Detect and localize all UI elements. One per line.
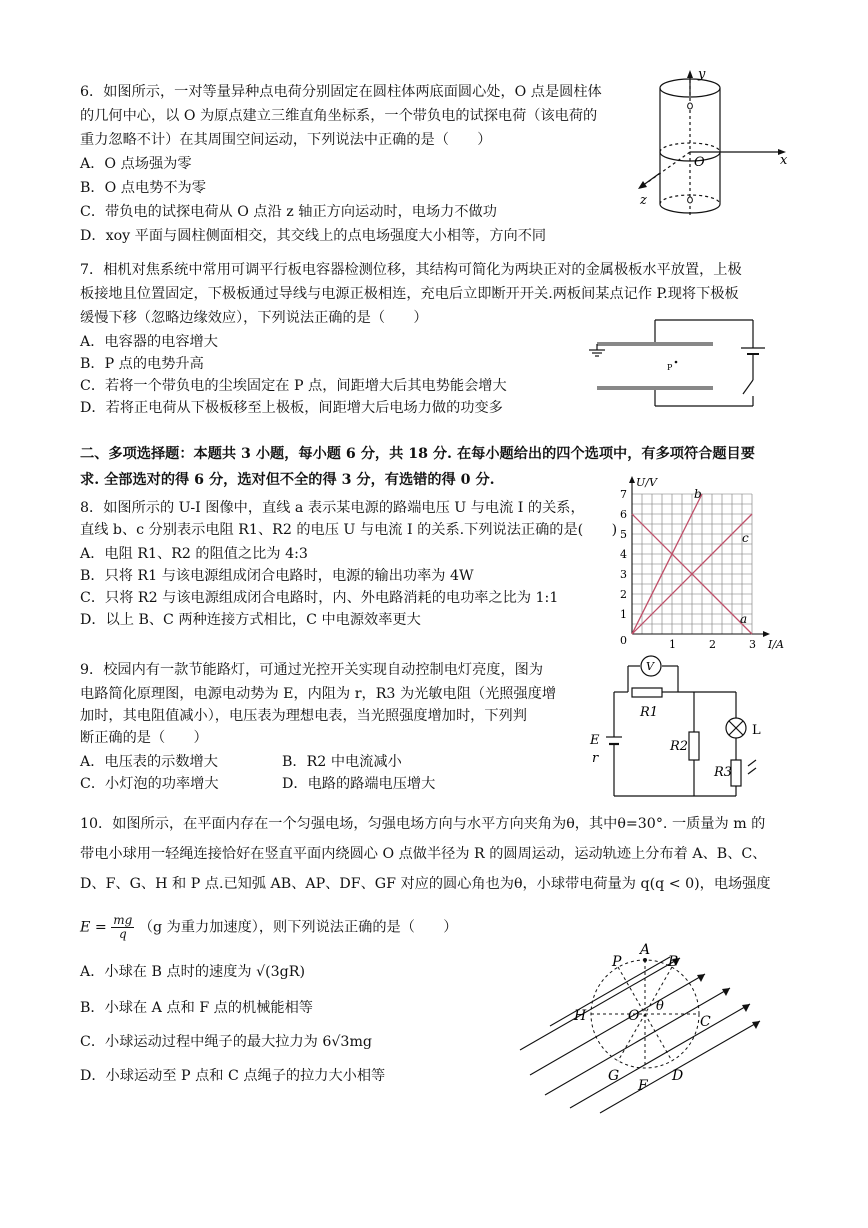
q9-stem-2: 电路简化原理图，电源电动势为 E，内阻为 r，R3 为光敏电阻（光照强度增: [80, 686, 557, 702]
q10-angle-theta: θ: [656, 999, 664, 1014]
chart-y-tick-label: 7: [620, 488, 627, 501]
q7-stem-1: 7．相机对焦系统中常用可调平行板电容器检测位移，其结构可简化为两块正对的金属极板水平放置，上极: [80, 262, 742, 278]
chart-x-tick-label: 2: [709, 638, 716, 651]
q9-stem-4: 断正确的是（ ）: [80, 730, 208, 746]
q7-point-p-label: P: [667, 363, 673, 372]
chart-y-tick-label: 2: [620, 588, 627, 601]
q9-r1-label: R1: [640, 705, 659, 720]
chart-y-arrow: [629, 476, 635, 483]
q10-e-denominator: q: [118, 927, 127, 941]
q10-point-c: C: [700, 1014, 711, 1030]
q10-point-h: H: [574, 1008, 587, 1024]
q9-stem-1: 9．校园内有一款节能路灯，可通过光控开关实现自动控制电灯亮度，图为: [80, 662, 544, 678]
chart-y-axis-label: U/V: [636, 476, 657, 489]
q10-stem-4: [80, 914, 457, 941]
q7-stem-3: 缓慢下移（忽略边缘效应），下列说法正确的是（ ）: [80, 310, 428, 326]
q10-point-f: F: [638, 1078, 648, 1094]
q6-option-b: B．O 点电势不为零: [80, 180, 206, 196]
q6-stem-3: 重力忽略不计）在其周围空间运动，下列说法中正确的是（ ）: [80, 132, 492, 148]
q10-field-figure: [510, 930, 770, 1115]
section2-heading-1: 二、多项选择题：本题共 3 小题，每小题 6 分，共 18 分. 在每小题给出的四个选项中，有多项符合题目要: [80, 446, 755, 462]
chart-y-tick-label: 3: [620, 568, 627, 581]
q9-option-c: C．小灯泡的功率增大: [80, 776, 219, 792]
q6-option-c: C．带负电的试探电荷从 O 点沿 z 轴正方向运动时，电场力不做功: [80, 204, 497, 220]
chart-y-tick-label: 5: [620, 528, 627, 541]
q10-point-g: G: [608, 1068, 620, 1084]
q10-point-a: A: [640, 942, 651, 958]
q8-ui-chart: [612, 476, 784, 651]
q10-point-d: D: [672, 1068, 684, 1084]
q9-option-d: D．电路的路端电压增大: [282, 776, 436, 792]
q9-option-a: A．电压表的示数增大: [80, 754, 218, 770]
q10-option-d: D．小球运动至 P 点和 C 点绳子的拉力大小相等: [80, 1068, 386, 1084]
q6-option-a: A．O 点场强为零: [80, 156, 192, 172]
chart-series-a-label: a: [740, 612, 748, 626]
q6-stem-2: 的几何中心，以 O 为原点建立三维直角坐标系，一个带负电的试探电荷（该电荷的: [80, 108, 598, 124]
q10-stem-3: D、F、G、H 和 P 点.已知弧 AB、AP、DF、GF 对应的圆心角也为θ，小球带电荷量为 q(q < 0)，电场强度: [80, 876, 771, 892]
q8-stem-1: 8．如图所示的 U-I 图像中，直线 a 表示某电源的路端电压 U 与电流 I 的关系，: [80, 500, 585, 516]
q7-option-b: B．P 点的电势升高: [80, 356, 204, 372]
q6-axis-y-label: y: [698, 67, 706, 82]
q9-voltmeter-label: V: [646, 660, 654, 673]
q7-capacitor-figure: [585, 318, 785, 410]
q10-point-p: P: [612, 954, 622, 970]
chart-y-tick-label: 1: [620, 608, 627, 621]
section2-heading-2: 求. 全部选对的得 6 分，选对但不全的得 3 分，有选错的得 0 分.: [80, 472, 495, 488]
chart-x-axis-label: I/A: [768, 638, 784, 651]
q9-lamp-label: L: [752, 723, 761, 738]
chart-y-tick-label: 6: [620, 508, 627, 521]
q6-stem-1: 6．如图所示，一对等量异种点电荷分别固定在圆柱体两底面圆心处，O 点是圆柱体: [80, 84, 602, 100]
q6-axis-z-label: z: [640, 193, 647, 208]
q7-option-c: C．若将一个带负电的尘埃固定在 P 点，间距增大后其电势能会增大: [80, 378, 507, 394]
q6-axis-x-label: x: [780, 153, 788, 168]
q10-e-lhs: E =: [80, 919, 107, 936]
q10-e-fraction: [111, 914, 134, 941]
q8-option-b: B．只将 R1 与该电源组成闭合电路时，电源的输出功率为 4W: [80, 568, 474, 584]
chart-x-tick-label: 1: [669, 638, 676, 651]
q6-origin-label: O: [694, 155, 705, 170]
q10-stem-2: 带电小球用一轻绳连接恰好在竖直平面内绕圆心 O 点做半径为 R 的圆周运动，运动轨迹上分布着 A、B、C、: [80, 846, 767, 862]
chart-x-arrow: [763, 631, 770, 637]
q10-stem-1: 10．如图所示，在平面内存在一个匀强电场，匀强电场方向与水平方向夹角为θ，其中θ=30°. 一质量为 m 的: [80, 816, 766, 832]
chart-origin-label: 0: [620, 634, 627, 647]
q9-internal-r-label: r: [592, 751, 599, 766]
q9-emf-label: E: [590, 733, 600, 748]
q8-option-c: C．只将 R2 与该电源组成闭合电路时，内、外电路消耗的电功率之比为 1:1: [80, 590, 559, 606]
q7-option-d: D．若将正电荷从下极板移至上极板，间距增大后电场力做的功变多: [80, 400, 503, 416]
q8-option-a: A．电阻 R1、R2 的阻值之比为 4:3: [80, 546, 308, 562]
q8-stem-2: 直线 b、c 分别表示电阻 R1、R2 的电压 U 与电流 I 的关系.下列说法正确的是( ): [80, 522, 618, 538]
chart-x-tick-label: 3: [749, 638, 756, 651]
q10-center-o: O: [628, 1008, 640, 1024]
chart-y-tick-label: 4: [620, 548, 627, 561]
q10-e-numerator: mg: [113, 913, 133, 927]
q10-option-b: B．小球在 A 点和 F 点的机械能相等: [80, 1000, 313, 1016]
q10-option-c: C．小球运动过程中绳子的最大拉力为 6√3mg: [80, 1034, 372, 1050]
q9-option-b: B．R2 中电流减小: [282, 754, 402, 770]
q10-stem-4-text: （g 为重力加速度），则下列说法正确的是（ ）: [138, 919, 458, 936]
q6-option-d: D．xoy 平面与圆柱侧面相交，其交线上的点电场强度大小相等，方向不同: [80, 228, 547, 244]
q9-r2-label: R2: [670, 739, 689, 754]
chart-series-c-label: c: [742, 531, 749, 545]
q9-r3-label: R3: [714, 765, 733, 780]
q6-cylinder-figure: [630, 66, 800, 216]
chart-series-b-label: b: [694, 487, 702, 501]
q8-option-d: D．以上 B、C 两种连接方式相比，C 中电源效率更大: [80, 612, 421, 628]
q10-point-b: B: [668, 954, 679, 970]
q7-stem-2: 板接地且位置固定，下极板通过导线与电源正极相连，充电后立即断开开关.两板间某点记作 P.现将下极板: [80, 286, 739, 302]
q10-option-a: A．小球在 B 点时的速度为 √(3gR): [80, 964, 305, 980]
q9-stem-3: 加时，其电阻值减小），电压表为理想电表，当光照强度增加时，下列判: [80, 708, 527, 724]
q7-option-a: A．电容器的电容增大: [80, 334, 218, 350]
q9-circuit-figure: [586, 652, 786, 802]
